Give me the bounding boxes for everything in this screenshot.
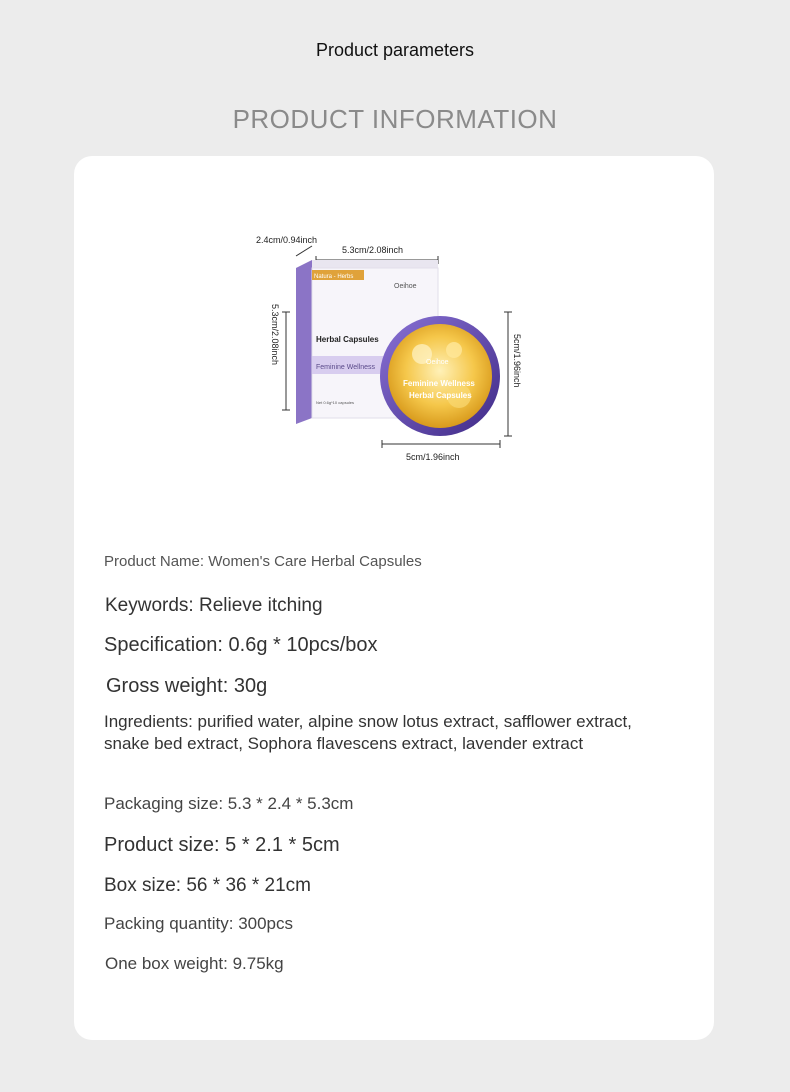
section-heading: PRODUCT INFORMATION [232, 104, 558, 134]
jar-brand: Oeihoe [426, 359, 449, 366]
dim-height-label: 5.3cm/2.08inch [270, 304, 280, 366]
spec-box-weight: One box weight: 9.75kg [105, 954, 284, 973]
jar-line-1: Feminine Wellness [403, 379, 475, 388]
dim-jar-height-label: 5cm/1.96inch [512, 334, 522, 388]
jar-line-2: Herbal Capsules [409, 391, 472, 400]
product-image [254, 226, 534, 476]
dim-width-label: 5.3cm/2.08inch [342, 245, 404, 255]
box-net-content: Net 0.6g*10 capsules [316, 400, 355, 405]
spec-box-size: Box size: 56 * 36 * 21cm [104, 875, 311, 896]
spec-specification: Specification: 0.6g * 10pcs/box [104, 634, 378, 656]
box-badge: Natura - Herbs [314, 274, 354, 280]
spec-product-size: Product size: 5 * 2.1 * 5cm [104, 834, 340, 856]
page-title: Product parameters [315, 40, 475, 60]
dim-depth-label: 2.4cm/0.94inch [256, 235, 318, 245]
box-product-name: Herbal Capsules [316, 335, 379, 344]
spec-gross-weight: Gross weight: 30g [106, 675, 268, 697]
product-info-card [74, 156, 714, 1040]
box-band-text: Feminine Wellness [316, 364, 376, 371]
spec-product-name: Product Name: Women's Care Herbal Capsules [104, 553, 422, 570]
spec-ingredients: Ingredients: purified water, alpine snow lotus extract, safflower extract, snake bed extract, Sophora flavescens extract, lavender extract [104, 712, 632, 753]
spec-packaging-size: Packaging size: 5.3 * 2.4 * 5.3cm [104, 794, 354, 813]
box-brand: Oeihoe [394, 283, 417, 290]
spec-keywords: Keywords: Relieve itching [105, 595, 323, 616]
spec-packing-quantity: Packing quantity: 300pcs [104, 914, 294, 933]
dim-jar-width-label: 5cm/1.96inch [406, 452, 460, 462]
